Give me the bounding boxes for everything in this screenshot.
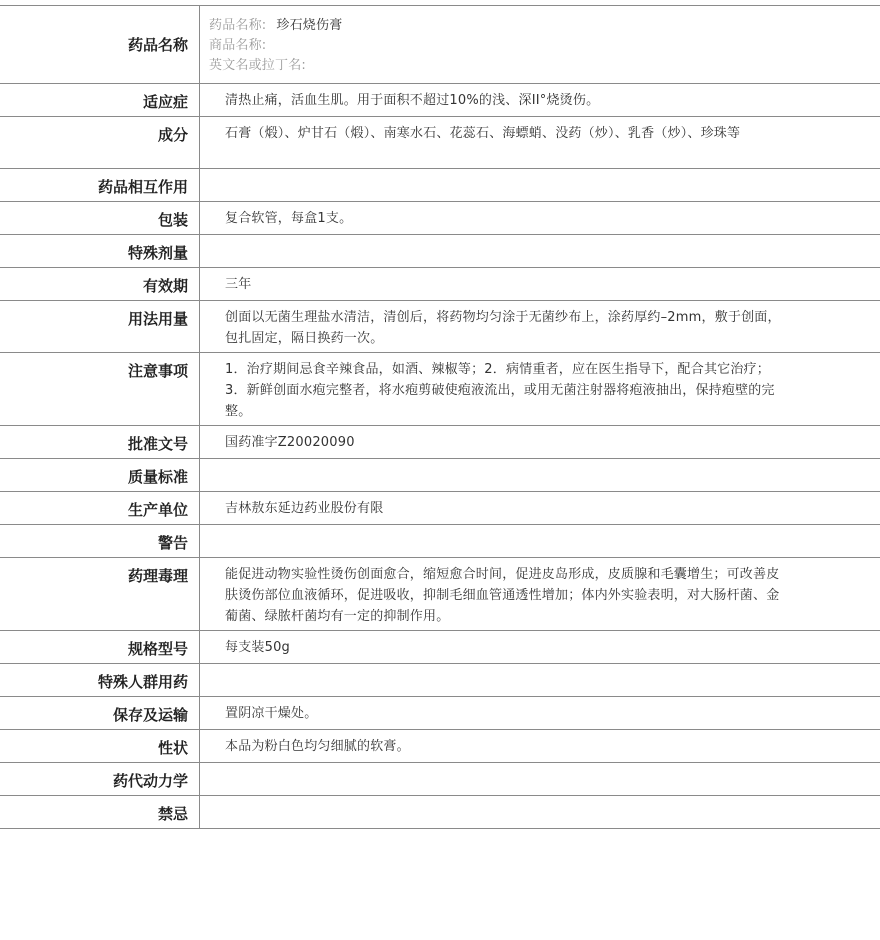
row-label: 药品相互作用 [0,169,200,201]
row-label: 规格型号 [0,631,200,663]
row-warning [0,525,880,558]
row-drug-name [0,6,880,84]
row-label: 生产单位 [0,492,200,524]
row-manufacturer [0,492,880,525]
row-value [200,525,880,557]
row-label: 药理毒理 [0,558,200,630]
row-shelf-life [0,268,880,301]
row-label: 药品名称 [0,6,200,83]
row-special-dosage [0,235,880,268]
row-storage [0,697,880,730]
row-label: 质量标准 [0,459,200,491]
row-value: 国药准字Z20020090 [225,435,355,450]
row-label: 用法用量 [0,301,200,352]
row-ingredients [0,117,880,169]
row-label: 特殊人群用药 [0,664,200,696]
row-pharmacokinetics [0,763,880,796]
row-value: 能促进动物实验性烫伤创面愈合，缩短愈合时间，促进皮岛形成，皮质腺和毛囊增生；可改善皮肤烫伤部位血液循环，促进吸收，抑制毛细血管通透性增加；体内外实验表明，对大肠杆菌、金葡菌、绿脓杆菌均有一定的抑制作用。 [225,567,780,624]
generic-name-key: 药品名称: [209,18,267,33]
row-quality-standard [0,459,880,492]
row-label: 药代动力学 [0,763,200,795]
row-approval-number [0,426,880,459]
row-label: 包装 [0,202,200,234]
row-precautions [0,353,880,426]
row-value: 清热止痛，活血生肌。用于面积不超过10%的浅、深II°烧烫伤。 [225,93,600,108]
row-value [200,459,880,491]
row-specification [0,631,880,664]
row-label: 批准文号 [0,426,200,458]
row-value: 复合软管，每盒1支。 [225,211,353,226]
row-value: 置阴凉干燥处。 [225,706,318,721]
row-value: 石膏（煅）、炉甘石（煅）、南寒水石、花蕊石、海螵蛸、没药（炒）、乳香（炒）、珍珠等 [225,126,741,141]
row-value: 吉林敖东延边药业股份有限 [225,501,384,516]
row-value: 本品为粉白色均匀细腻的软膏。 [225,739,410,754]
row-label: 警告 [0,525,200,557]
generic-name-line [209,16,880,36]
row-label: 禁忌 [0,796,200,828]
drug-spec-table [0,5,880,829]
row-value [200,6,880,83]
row-value: 1．治疗期间忌食辛辣食品，如酒、辣椒等；2．病情重者，应在医生指导下，配合其它治疗；3．新鲜创面水疱完整者，将水疱剪破使疱液流出，或用无菌注射器将疱液抽出，保持疱壁的完整。 [225,362,775,419]
row-value [200,763,880,795]
row-value [200,796,880,828]
row-value [200,169,880,201]
trade-name-line [209,36,880,56]
row-label: 有效期 [0,268,200,300]
row-indications [0,84,880,117]
row-packaging [0,202,880,235]
generic-name-value: 珍石烧伤膏 [276,18,343,33]
row-value [200,664,880,696]
trade-name-key: 商品名称: [209,38,267,53]
row-label: 成分 [0,117,200,168]
row-usage [0,301,880,353]
row-value: 创面以无菌生理盐水清洁，清创后，将药物均匀涂于无菌纱布上，涂药厚约–2mm，敷于创面，包扎固定，隔日换药一次。 [225,310,781,346]
row-pharmacology [0,558,880,631]
row-value [200,235,880,267]
english-name-line [209,56,880,76]
row-interactions [0,169,880,202]
row-value: 每支装50g [225,640,290,655]
row-label: 适应症 [0,84,200,116]
row-label: 保存及运输 [0,697,200,729]
row-value: 三年 [225,277,252,292]
english-name-key: 英文名或拉丁名: [209,58,306,73]
row-description [0,730,880,763]
row-contraindications [0,796,880,829]
row-special-populations [0,664,880,697]
row-label: 注意事项 [0,353,200,425]
row-label: 性状 [0,730,200,762]
row-label: 特殊剂量 [0,235,200,267]
